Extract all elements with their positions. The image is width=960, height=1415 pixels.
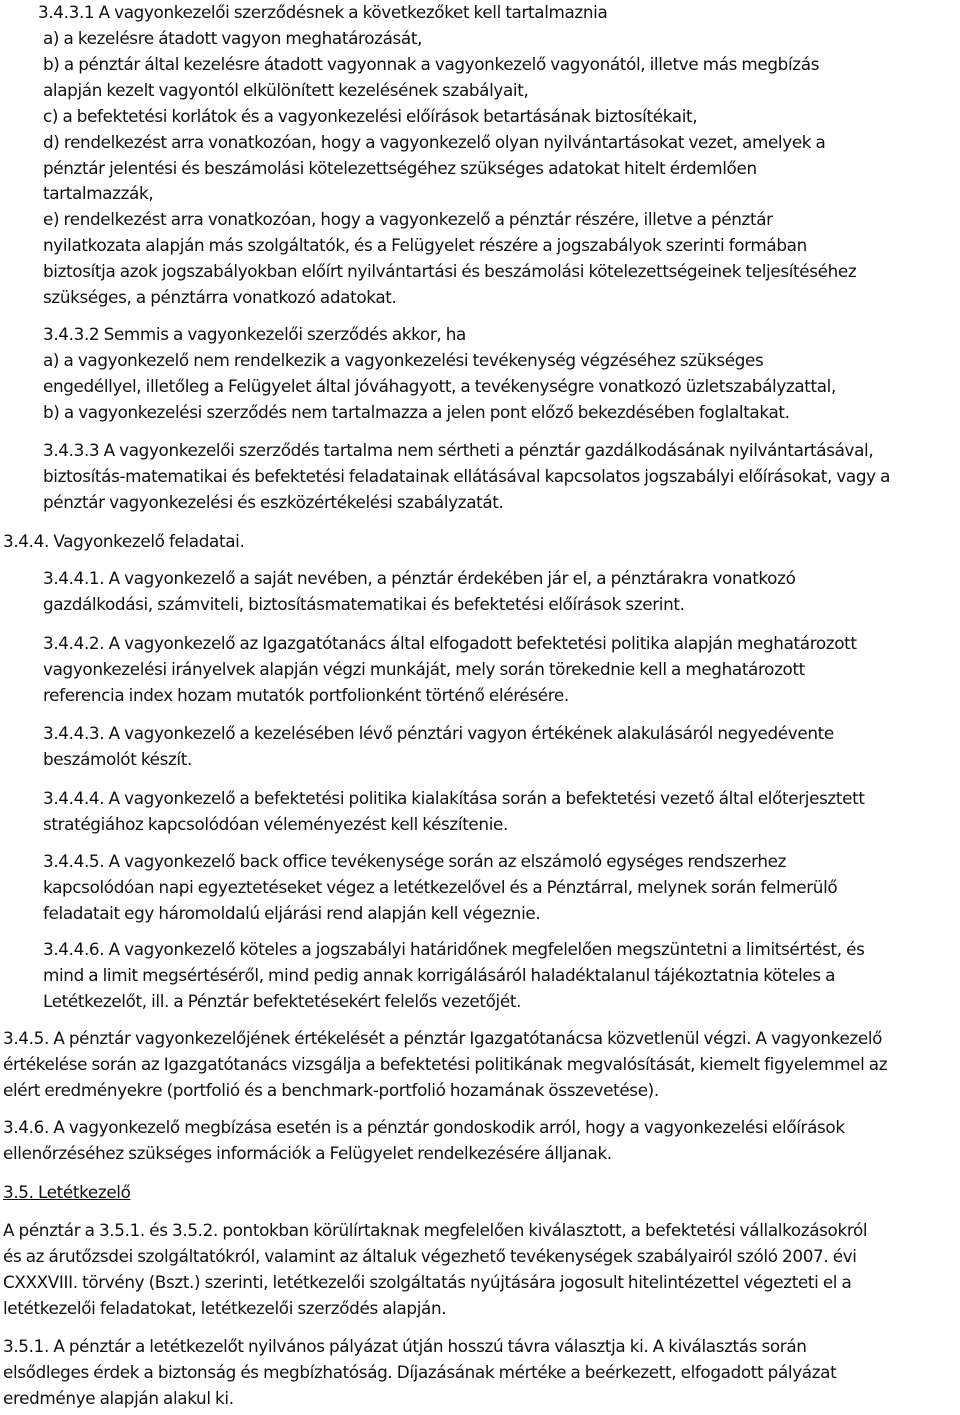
clause-3-4-4-1: 3.4.4.1. A vagyonkezelő a saját nevében, a pénztár érdekében jár el, a pénztárakra vonatkozó gazdálkodási, számviteli, biztosításmatematikai és befektetési előírások szerint. [43,568,796,614]
section-3-5-body: A pénztár a 3.5.1. és 3.5.2. pontokban körülírtaknak megfelelően kiválasztott, a befektetési vállalkozásokról és az árutőzsdei szolgáltatókról, valamint az általuk végezhető tevékenységek szabályairól szóló 2007. évi CXXXVIII. törvény (Bszt.) szerinti, letétkezelői szolgáltatás nyújtására jogosult hitelintézettel végezteti el a letétkezelői feladatokat, letétkezelői szerződés alapján. [3,1220,868,1318]
clause-3-4-5: 3.4.5. A pénztár vagyonkezelőjének értékelését a pénztár Igazgatótanácsa közvetlenül végzi. A vagyonkezelő értékelése során az Igazgatótanács vizsgálja a befektetési politikának megvalósítását, kiemelt figyelemmel az elért eredményekre (portfolió és a benchmark-portfolió hozamának összevetése). [3,1028,888,1100]
clause-3-4-3-3: 3.4.3.3 A vagyonkezelői szerződés tartalma nem sértheti a pénztár gazdálkodásának nyilvántartásával, biztosítás-matematikai és befektetési feladatainak ellátásával kapcsolatos jogszabályi előírásokat, vagy a pénztár vagyonkezelési és eszközértékelési szabályzatát. [43,440,891,512]
clause-3-4-3-2: 3.4.3.2 Semmis a vagyonkezelői szerződés akkor, ha a) a vagyonkezelő nem rendelkezik a vagyonkezelési tevékenység végzéséhez szükséges engedéllyel, illetőleg a Felügyelet által jóváhagyott, a tevékenységre vonatkozó üzletszabályzattal, b) a vagyonkezelési szerződés nem tartalmazza a jelen pont előző bekezdésében foglaltakat. [43,324,836,422]
clause-3-4-4-2: 3.4.4.2. A vagyonkezelő az Igazgatótanács által elfogadott befektetési politika alapján meghatározott vagyonkezelési irányelvek alapján végzi munkáját, mely során törekednie kell a meghatározott referencia index hozam mutatók portfolionként történő elérésére. [43,633,857,705]
clause-3-5-1: 3.5.1. A pénztár a letétkezelőt nyilvános pályázat útján hosszú távra választja ki. A kiválasztás során elsődleges érdek a biztonság és megbízhatóság. Díjazásának mértéke a beérkezett, elfogadott pályázat eredménye alapján alakul ki. [3,1336,837,1408]
clause-3-4-4-3: 3.4.4.3. A vagyonkezelő a kezelésében lévő pénztári vagyon értékének alakulásáról negyedévente beszámolót készít. [43,723,834,769]
clause-3-4-3-1-list: a) a kezelésre átadott vagyon meghatározását, b) a pénztár által kezelésre átadott vagyonnak a vagyonkezelő vagyonától, illetve más megbízás alapján kezelt vagyontól elkülönített kezelésének szabályait, c) a befektetési korlátok és a vagyonkezelési előírások betartásának biztosítékait, d) rendelkezést arra vonatkozóan, hogy a vagyonkezelő olyan nyilvántartásokat vezet, amelyek a pénztár jelentési és beszámolási kötelezettségéhez szükséges adatokat hitelt érdemlően tartalmazzák, e) rendelkezést arra vonatkozóan, hogy a vagyonkezelő a pénztár részére, illetve a pénztár nyilatkozata alapján más szolgáltatók, és a Felügyelet részére a jogszabályok szerinti formában biztosítja azok jogszabályokban előírt nyilvántartási és beszámolási kötelezettségeinek teljesítéséhez szükséges, a pénztárra vonatkozó adatokat. [43,28,857,308]
clause-3-4-3-1-heading: 3.4.3.1 A vagyonkezelői szerződésnek a következőket kell tartalmaznia [38,2,608,22]
section-3-5-heading: 3.5. Letétkezelő [3,1182,131,1202]
clause-3-4-4-6: 3.4.4.6. A vagyonkezelő köteles a jogszabályi határidőnek megfelelően megszüntetni a limitsértést, és mind a limit megsértéséről, mind pedig annak korrigálásáról haladéktalanul tájékoztatnia köteles a Letétkezelőt, ill. a Pénztár befektetésekért felelős vezetőjét. [43,939,865,1011]
section-3-4-4-heading: 3.4.4. Vagyonkezelő feladatai. [3,531,245,551]
clause-3-4-6: 3.4.6. A vagyonkezelő megbízása esetén is a pénztár gondoskodik arról, hogy a vagyonkezelési előírások ellenőrzéséhez szükséges információk a Felügyelet rendelkezésére álljanak. [3,1117,845,1163]
clause-3-4-4-4: 3.4.4.4. A vagyonkezelő a befektetési politika kialakítása során a befektetési vezető által előterjesztett stratégiához kapcsolódóan véleményezést kell készítenie. [43,788,865,834]
clause-3-4-4-5: 3.4.4.5. A vagyonkezelő back office tevékenysége során az elszámoló egységes rendszerhez kapcsolódóan napi egyeztetéseket végez a letétkezelővel és a Pénztárral, melynek során felmerülő feladatait egy háromoldalú eljárási rend alapján kell végeznie. [43,851,838,923]
